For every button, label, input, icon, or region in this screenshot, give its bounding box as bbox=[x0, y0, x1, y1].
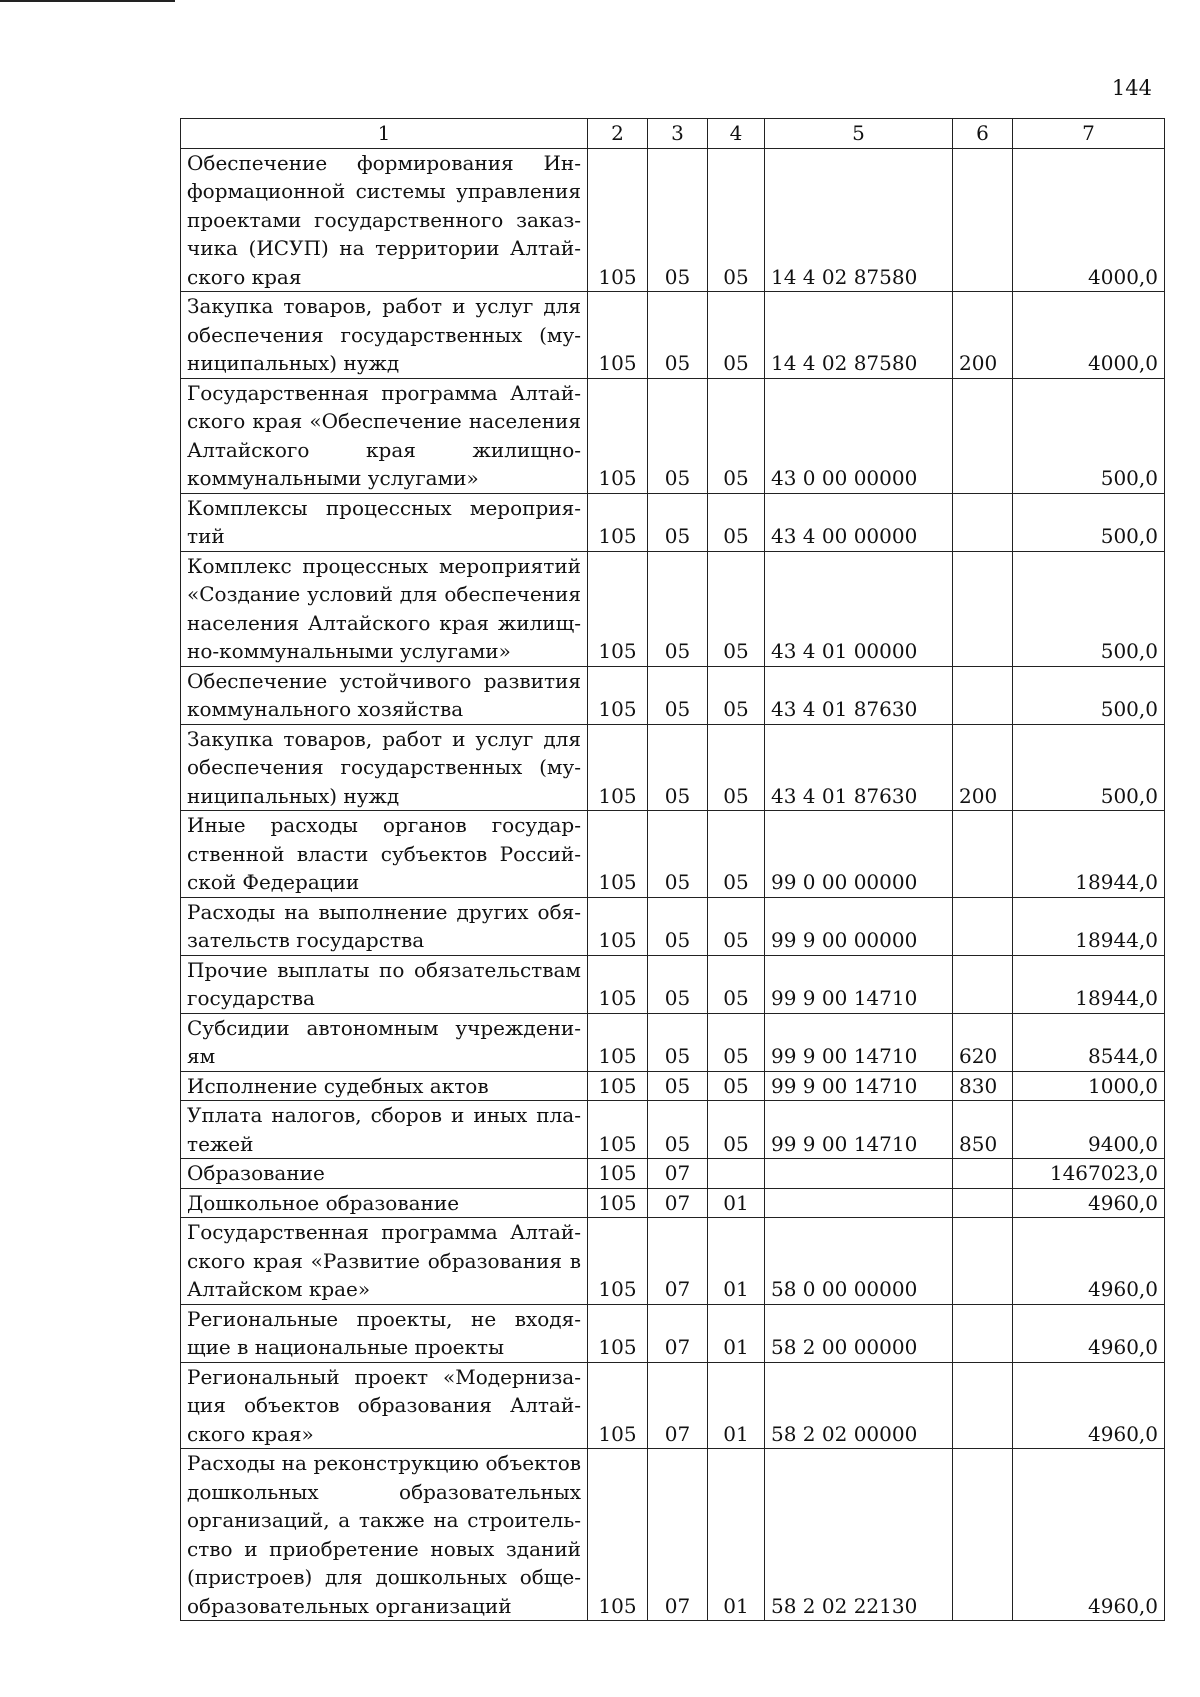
section-cell: 05 bbox=[648, 551, 708, 666]
expense-type-cell: 830 bbox=[953, 1071, 1013, 1101]
ministry-code-cell: 105 bbox=[588, 551, 648, 666]
section-cell: 07 bbox=[648, 1304, 708, 1362]
expense-name-cell: Уплата налогов, сборов и иных платежей bbox=[181, 1101, 588, 1159]
subsection-cell: 01 bbox=[708, 1362, 765, 1449]
section-cell: 05 bbox=[648, 378, 708, 493]
expense-type-cell bbox=[953, 1449, 1013, 1621]
section-cell: 05 bbox=[648, 148, 708, 292]
expense-name-cell: Государственная программа Алтайского края «Обеспечение населения Алтайского края жилищно-коммунальными услугами» bbox=[181, 378, 588, 493]
expense-name-cell: Исполнение судебных актов bbox=[181, 1071, 588, 1101]
expense-type-cell bbox=[953, 1362, 1013, 1449]
column-header: 5 bbox=[765, 119, 953, 149]
amount-cell: 9400,0 bbox=[1013, 1101, 1165, 1159]
column-header: 3 bbox=[648, 119, 708, 149]
column-header: 1 bbox=[181, 119, 588, 149]
table-row bbox=[181, 1188, 1165, 1218]
target-article-cell: 99 9 00 14710 bbox=[765, 955, 953, 1013]
target-article-cell: 43 0 00 00000 bbox=[765, 378, 953, 493]
expense-name-cell: Иные расходы органов государственной власти субъектов Российской Федерации bbox=[181, 811, 588, 898]
amount-cell: 18944,0 bbox=[1013, 897, 1165, 955]
amount-cell: 1467023,0 bbox=[1013, 1159, 1165, 1189]
amount-cell: 4000,0 bbox=[1013, 292, 1165, 379]
amount-cell: 4960,0 bbox=[1013, 1449, 1165, 1621]
ministry-code-cell: 105 bbox=[588, 955, 648, 1013]
target-article-cell: 58 0 00 00000 bbox=[765, 1218, 953, 1305]
expense-name-cell: Обеспечение формирования Информационной системы управления проектами государственного заказчика (ИСУП) на территории Алтайского края bbox=[181, 148, 588, 292]
amount-cell: 500,0 bbox=[1013, 378, 1165, 493]
expense-type-cell: 200 bbox=[953, 724, 1013, 811]
ministry-code-cell: 105 bbox=[588, 1362, 648, 1449]
ministry-code-cell: 105 bbox=[588, 1449, 648, 1621]
table-row bbox=[181, 378, 1165, 493]
expense-name-cell: Прочие выплаты по обязательствам государства bbox=[181, 955, 588, 1013]
section-cell: 07 bbox=[648, 1362, 708, 1449]
expense-name-cell: Расходы на реконструкцию объектов дошкольных образовательных организаций, а также на строительство и приобретение новых зданий (пристроев) для дошкольных общеобразовательных организаций bbox=[181, 1449, 588, 1621]
subsection-cell: 01 bbox=[708, 1304, 765, 1362]
ministry-code-cell: 105 bbox=[588, 1218, 648, 1305]
table-row bbox=[181, 148, 1165, 292]
expense-name-cell: Образование bbox=[181, 1159, 588, 1189]
amount-cell: 500,0 bbox=[1013, 724, 1165, 811]
section-cell: 05 bbox=[648, 897, 708, 955]
target-article-cell: 58 2 02 00000 bbox=[765, 1362, 953, 1449]
amount-cell: 18944,0 bbox=[1013, 955, 1165, 1013]
section-cell: 05 bbox=[648, 1013, 708, 1071]
expense-type-cell bbox=[953, 1188, 1013, 1218]
table-row bbox=[181, 493, 1165, 551]
amount-cell: 500,0 bbox=[1013, 551, 1165, 666]
table-row bbox=[181, 1362, 1165, 1449]
expense-type-cell bbox=[953, 1304, 1013, 1362]
amount-cell: 4000,0 bbox=[1013, 148, 1165, 292]
table-row bbox=[181, 724, 1165, 811]
section-cell: 05 bbox=[648, 955, 708, 1013]
expense-name-cell: Расходы на выполнение других обязательств государства bbox=[181, 897, 588, 955]
top-edge-rule bbox=[0, 0, 175, 2]
table-header-row bbox=[181, 119, 1165, 149]
expense-name-cell: Комплекс процессных мероприятий «Создание условий для обеспечения населения Алтайского края жилищно-коммунальными услугами» bbox=[181, 551, 588, 666]
target-article-cell: 99 9 00 14710 bbox=[765, 1013, 953, 1071]
ministry-code-cell: 105 bbox=[588, 897, 648, 955]
expense-type-cell: 850 bbox=[953, 1101, 1013, 1159]
subsection-cell: 05 bbox=[708, 1071, 765, 1101]
ministry-code-cell: 105 bbox=[588, 1188, 648, 1218]
target-article-cell: 14 4 02 87580 bbox=[765, 148, 953, 292]
section-cell: 07 bbox=[648, 1188, 708, 1218]
section-cell: 05 bbox=[648, 292, 708, 379]
ministry-code-cell: 105 bbox=[588, 1101, 648, 1159]
expense-name-cell: Закупка товаров, работ и услуг для обеспечения государственных (муниципальных) нужд bbox=[181, 724, 588, 811]
amount-cell: 4960,0 bbox=[1013, 1304, 1165, 1362]
subsection-cell: 05 bbox=[708, 292, 765, 379]
column-header: 7 bbox=[1013, 119, 1165, 149]
section-cell: 07 bbox=[648, 1449, 708, 1621]
target-article-cell: 99 0 00 00000 bbox=[765, 811, 953, 898]
expense-type-cell bbox=[953, 148, 1013, 292]
target-article-cell: 43 4 01 87630 bbox=[765, 666, 953, 724]
subsection-cell: 05 bbox=[708, 666, 765, 724]
ministry-code-cell: 105 bbox=[588, 292, 648, 379]
table-row bbox=[181, 1449, 1165, 1621]
section-cell: 05 bbox=[648, 1071, 708, 1101]
ministry-code-cell: 105 bbox=[588, 493, 648, 551]
target-article-cell: 43 4 00 00000 bbox=[765, 493, 953, 551]
expense-name-cell: Дошкольное образование bbox=[181, 1188, 588, 1218]
expense-name-cell: Субсидии автономным учреждениям bbox=[181, 1013, 588, 1071]
amount-cell: 4960,0 bbox=[1013, 1362, 1165, 1449]
amount-cell: 1000,0 bbox=[1013, 1071, 1165, 1101]
target-article-cell: 43 4 01 87630 bbox=[765, 724, 953, 811]
table-body bbox=[181, 148, 1165, 1621]
ministry-code-cell: 105 bbox=[588, 666, 648, 724]
table-row bbox=[181, 1218, 1165, 1305]
amount-cell: 500,0 bbox=[1013, 493, 1165, 551]
table-row bbox=[181, 1101, 1165, 1159]
budget-table bbox=[180, 118, 1165, 1621]
target-article-cell: 99 9 00 14710 bbox=[765, 1101, 953, 1159]
expense-name-cell: Региональные проекты, не входящие в национальные проекты bbox=[181, 1304, 588, 1362]
expense-type-cell bbox=[953, 1218, 1013, 1305]
table-row bbox=[181, 666, 1165, 724]
section-cell: 07 bbox=[648, 1159, 708, 1189]
subsection-cell: 05 bbox=[708, 1013, 765, 1071]
section-cell: 05 bbox=[648, 666, 708, 724]
subsection-cell bbox=[708, 1159, 765, 1189]
section-cell: 05 bbox=[648, 724, 708, 811]
subsection-cell: 05 bbox=[708, 378, 765, 493]
target-article-cell: 58 2 00 00000 bbox=[765, 1304, 953, 1362]
table-row bbox=[181, 1071, 1165, 1101]
subsection-cell: 01 bbox=[708, 1218, 765, 1305]
expense-type-cell: 200 bbox=[953, 292, 1013, 379]
table-row bbox=[181, 1013, 1165, 1071]
target-article-cell: 58 2 02 22130 bbox=[765, 1449, 953, 1621]
subsection-cell: 01 bbox=[708, 1188, 765, 1218]
subsection-cell: 05 bbox=[708, 148, 765, 292]
expense-name-cell: Закупка товаров, работ и услуг для обеспечения государственных (муниципальных) нужд bbox=[181, 292, 588, 379]
table-row bbox=[181, 1159, 1165, 1189]
column-header: 6 bbox=[953, 119, 1013, 149]
expense-type-cell bbox=[953, 1159, 1013, 1189]
expense-type-cell bbox=[953, 551, 1013, 666]
table-row bbox=[181, 811, 1165, 898]
ministry-code-cell: 105 bbox=[588, 148, 648, 292]
expense-type-cell: 620 bbox=[953, 1013, 1013, 1071]
ministry-code-cell: 105 bbox=[588, 1159, 648, 1189]
expense-type-cell bbox=[953, 493, 1013, 551]
subsection-cell: 05 bbox=[708, 493, 765, 551]
ministry-code-cell: 105 bbox=[588, 1304, 648, 1362]
amount-cell: 8544,0 bbox=[1013, 1013, 1165, 1071]
expense-name-cell: Региональный проект «Модернизация объектов образования Алтайского края» bbox=[181, 1362, 588, 1449]
expense-type-cell bbox=[953, 378, 1013, 493]
expense-type-cell bbox=[953, 955, 1013, 1013]
column-header: 2 bbox=[588, 119, 648, 149]
subsection-cell: 05 bbox=[708, 724, 765, 811]
subsection-cell: 05 bbox=[708, 551, 765, 666]
target-article-cell: 99 9 00 14710 bbox=[765, 1071, 953, 1101]
amount-cell: 4960,0 bbox=[1013, 1218, 1165, 1305]
page-number: 144 bbox=[1111, 76, 1152, 100]
subsection-cell: 05 bbox=[708, 955, 765, 1013]
column-header: 4 bbox=[708, 119, 765, 149]
expense-name-cell: Государственная программа Алтайского края «Развитие образования в Алтайском крае» bbox=[181, 1218, 588, 1305]
section-cell: 05 bbox=[648, 493, 708, 551]
ministry-code-cell: 105 bbox=[588, 724, 648, 811]
ministry-code-cell: 105 bbox=[588, 1013, 648, 1071]
subsection-cell: 05 bbox=[708, 811, 765, 898]
target-article-cell bbox=[765, 1188, 953, 1218]
subsection-cell: 05 bbox=[708, 897, 765, 955]
table-row bbox=[181, 955, 1165, 1013]
table-row bbox=[181, 551, 1165, 666]
amount-cell: 18944,0 bbox=[1013, 811, 1165, 898]
target-article-cell bbox=[765, 1159, 953, 1189]
expense-name-cell: Обеспечение устойчивого развития коммунального хозяйства bbox=[181, 666, 588, 724]
subsection-cell: 05 bbox=[708, 1101, 765, 1159]
subsection-cell: 01 bbox=[708, 1449, 765, 1621]
target-article-cell: 43 4 01 00000 bbox=[765, 551, 953, 666]
ministry-code-cell: 105 bbox=[588, 811, 648, 898]
ministry-code-cell: 105 bbox=[588, 378, 648, 493]
expense-name-cell: Комплексы процессных мероприятий bbox=[181, 493, 588, 551]
table-row bbox=[181, 1304, 1165, 1362]
section-cell: 05 bbox=[648, 1101, 708, 1159]
table-row bbox=[181, 292, 1165, 379]
expense-type-cell bbox=[953, 811, 1013, 898]
target-article-cell: 14 4 02 87580 bbox=[765, 292, 953, 379]
ministry-code-cell: 105 bbox=[588, 1071, 648, 1101]
expense-type-cell bbox=[953, 897, 1013, 955]
amount-cell: 500,0 bbox=[1013, 666, 1165, 724]
section-cell: 05 bbox=[648, 811, 708, 898]
section-cell: 07 bbox=[648, 1218, 708, 1305]
table-row bbox=[181, 897, 1165, 955]
target-article-cell: 99 9 00 00000 bbox=[765, 897, 953, 955]
expense-type-cell bbox=[953, 666, 1013, 724]
amount-cell: 4960,0 bbox=[1013, 1188, 1165, 1218]
